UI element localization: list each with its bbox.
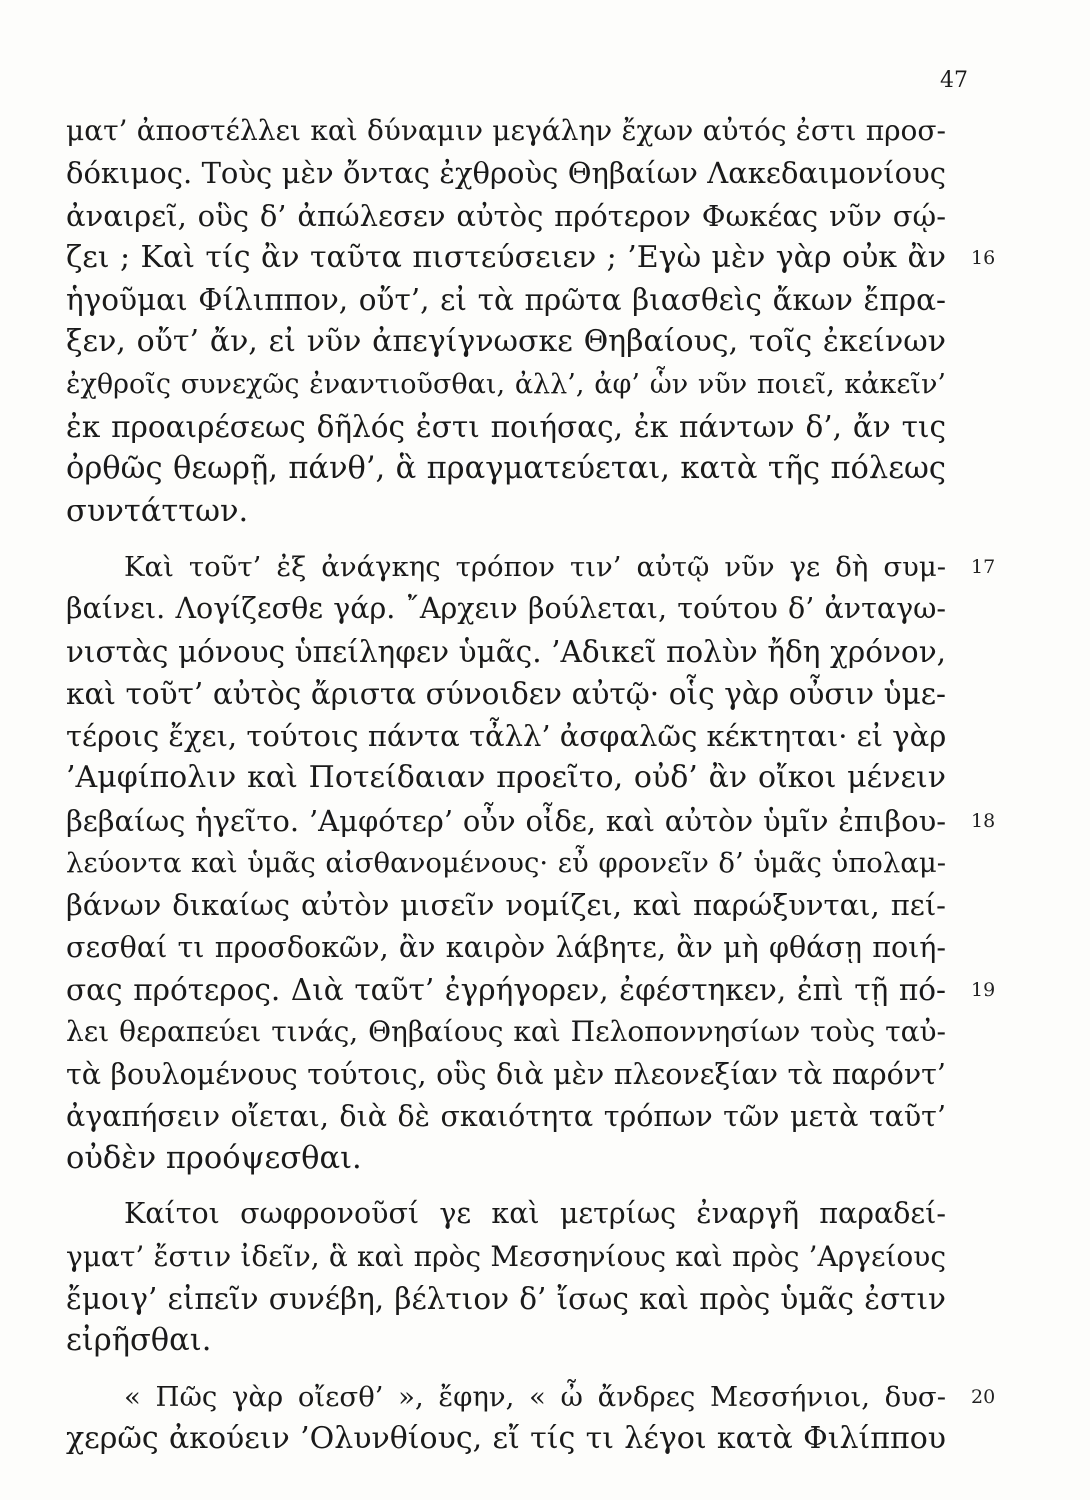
line-text: τὰ βουλομένους τούτοις, οὓς διὰ μὲν πλεονεξίαν τὰ παρόντ’ xyxy=(66,1057,946,1091)
text-line xyxy=(66,1138,946,1180)
line-text: « Πῶς γὰρ οἴεσθ’ », ἔφην, « ὦ ἄνδρες Μεσσήνιοι, δυσ- xyxy=(124,1380,946,1413)
section-number: 17 xyxy=(971,555,996,578)
line-text: ἀναιρεῖ, οὓς δ’ ἀπώλεσεν αὐτὸς πρότερον Φωκέας νῦν σῴ- xyxy=(66,198,946,233)
line-text: ’Αμφίπολιν καὶ Ποτείδαιαν προεῖτο, οὐδ’ ἂν οἴκοι μένειν xyxy=(66,760,946,796)
text-line xyxy=(66,631,946,673)
text-body xyxy=(66,110,996,1460)
text-line xyxy=(66,1011,946,1053)
text-line xyxy=(66,757,946,799)
line-text: συντάττων. xyxy=(66,493,249,529)
text-line xyxy=(66,237,996,279)
line-text: ἔμοιγ’ εἰπεῖν συνέβη, βέλτιον δ’ ἴσως καὶ πρὸς ὑμᾶς ἐστιν xyxy=(66,1282,946,1317)
line-text: ζει ; Καὶ τίς ἂν ταῦτα πιστεύσειεν ; ’Εγὼ μὲν γὰρ οὐκ ἂν xyxy=(66,239,946,275)
text-line xyxy=(66,1418,946,1460)
line-text: βάνων δικαίως αὐτὸν μισεῖν νομίζει, καὶ παρώξυνται, πεί- xyxy=(66,888,946,923)
line-text: ὀρθῶς θεωρῇ, πάνθ’, ἃ πραγματεύεται, κατὰ τῆς πόλεως xyxy=(66,451,946,487)
text-line xyxy=(66,927,946,969)
page-number: 47 xyxy=(940,68,968,93)
text-line xyxy=(66,1320,946,1362)
line-text: δόκιμος. Τοὺς μὲν ὄντας ἐχθροὺς Θηβαίων Λακεδαιμονίους xyxy=(66,156,946,191)
line-text: καὶ τοῦτ’ αὐτὸς ἄριστα σύνοιδεν αὐτῷ· οἷς γὰρ οὖσιν ὑμε- xyxy=(66,676,946,711)
text-line xyxy=(66,673,946,715)
line-text: εἰρῆσθαι. xyxy=(66,1323,212,1359)
section-number: 20 xyxy=(971,1385,996,1408)
section-number: 16 xyxy=(971,246,996,269)
text-line xyxy=(66,195,946,237)
text-line xyxy=(66,1096,946,1138)
text-line xyxy=(66,1376,996,1418)
text-line xyxy=(66,1193,946,1235)
text-line xyxy=(66,448,946,490)
line-text: ἐχθροῖς συνεχῶς ἐναντιοῦσθαι, ἀλλ’, ἀφ’ ὧν νῦν ποιεῖ, κἀκεῖν’ xyxy=(66,368,946,400)
line-text: ξεν, οὔτ’ ἄν, εἰ νῦν ἀπεγίγνωσκε Θηβαίους, τοῖς ἐκείνων xyxy=(66,324,946,360)
line-text: ἐκ προαιρέσεως δῆλός ἐστι ποιήσας, ἐκ πάντων δ’, ἄν τις xyxy=(66,410,946,445)
text-line xyxy=(66,715,946,757)
text-line xyxy=(66,546,996,588)
line-text: λει θεραπεύει τινάς, Θηβαίους καὶ Πελοποννησίων τοὺς ταὐ- xyxy=(66,1015,946,1049)
text-line xyxy=(66,842,946,884)
line-text: λεύοντα καὶ ὑμᾶς αἰσθανομένους· εὖ φρονεῖν δ’ ὑμᾶς ὑπολαμ- xyxy=(66,847,946,880)
text-line xyxy=(66,1054,946,1096)
line-text: γματ’ ἔστιν ἰδεῖν, ἃ καὶ πρὸς Μεσσηνίους καὶ πρὸς ’Αργείους xyxy=(66,1239,946,1273)
line-text: Καὶ τοῦτ’ ἐξ ἀνάγκης τρόπον τιν’ αὐτῷ νῦν γε δὴ συμ- xyxy=(124,550,946,583)
text-line xyxy=(66,364,946,406)
line-text: οὐδὲν προόψεσθαι. xyxy=(66,1141,362,1177)
text-line xyxy=(66,279,946,321)
line-text: σεσθαί τι προσδοκῶν, ἂν καιρὸν λάβητε, ἂν μὴ φθάσῃ ποιή- xyxy=(66,930,946,964)
text-line xyxy=(66,1236,946,1278)
line-text: βαίνει. Λογίζεσθε γάρ. ῎Αρχειν βούλεται, τούτου δ’ ἀνταγω- xyxy=(66,592,946,626)
text-line xyxy=(66,1278,946,1320)
line-text: Καίτοι σωφρονοῦσί γε καὶ μετρίως ἐναργῆ παραδεί- xyxy=(124,1197,946,1231)
section-number: 18 xyxy=(971,809,996,832)
line-text: τέροις ἔχει, τούτοις πάντα τἆλλ’ ἀσφαλῶς κέκτηται· εἰ γὰρ xyxy=(66,719,947,754)
text-line xyxy=(66,969,996,1011)
text-line xyxy=(66,588,946,630)
text-line xyxy=(66,884,946,926)
section-number: 19 xyxy=(971,978,996,1001)
text-line xyxy=(66,491,946,533)
line-text: σας πρότερος. Διὰ ταῦτ’ ἐγρήγορεν, ἐφέστηκεν, ἐπὶ τῇ πό- xyxy=(66,972,946,1007)
line-text: χερῶς ἀκούειν ’Ολυνθίους, εἴ τίς τι λέγοι κατὰ Φιλίππου xyxy=(66,1420,946,1456)
text-line xyxy=(66,321,946,363)
text-line xyxy=(66,800,996,842)
line-text: νιστὰς μόνους ὑπείληφεν ὑμᾶς. ’Αδικεῖ πολὺν ἤδη χρόνον, xyxy=(66,634,946,669)
text-line xyxy=(66,152,946,194)
line-text: ἀγαπήσειν οἴεται, διὰ δὲ σκαιότητα τρόπων τῶν μετὰ ταῦτ’ xyxy=(66,1099,946,1133)
text-line xyxy=(66,406,946,448)
line-text: ἡγοῦμαι Φίλιππον, οὔτ’, εἰ τὰ πρῶτα βιασθεὶς ἄκων ἔπρα- xyxy=(66,283,946,318)
line-text: ματ’ ἀποστέλλει καὶ δύναμιν μεγάλην ἔχων αὐτός ἐστι προσ- xyxy=(66,114,946,147)
text-line xyxy=(66,110,946,152)
line-text: βεβαίως ἡγεῖτο. ’Αμφότερ’ οὖν οἶδε, καὶ αὐτὸν ὑμῖν ἐπιβου- xyxy=(66,803,946,838)
